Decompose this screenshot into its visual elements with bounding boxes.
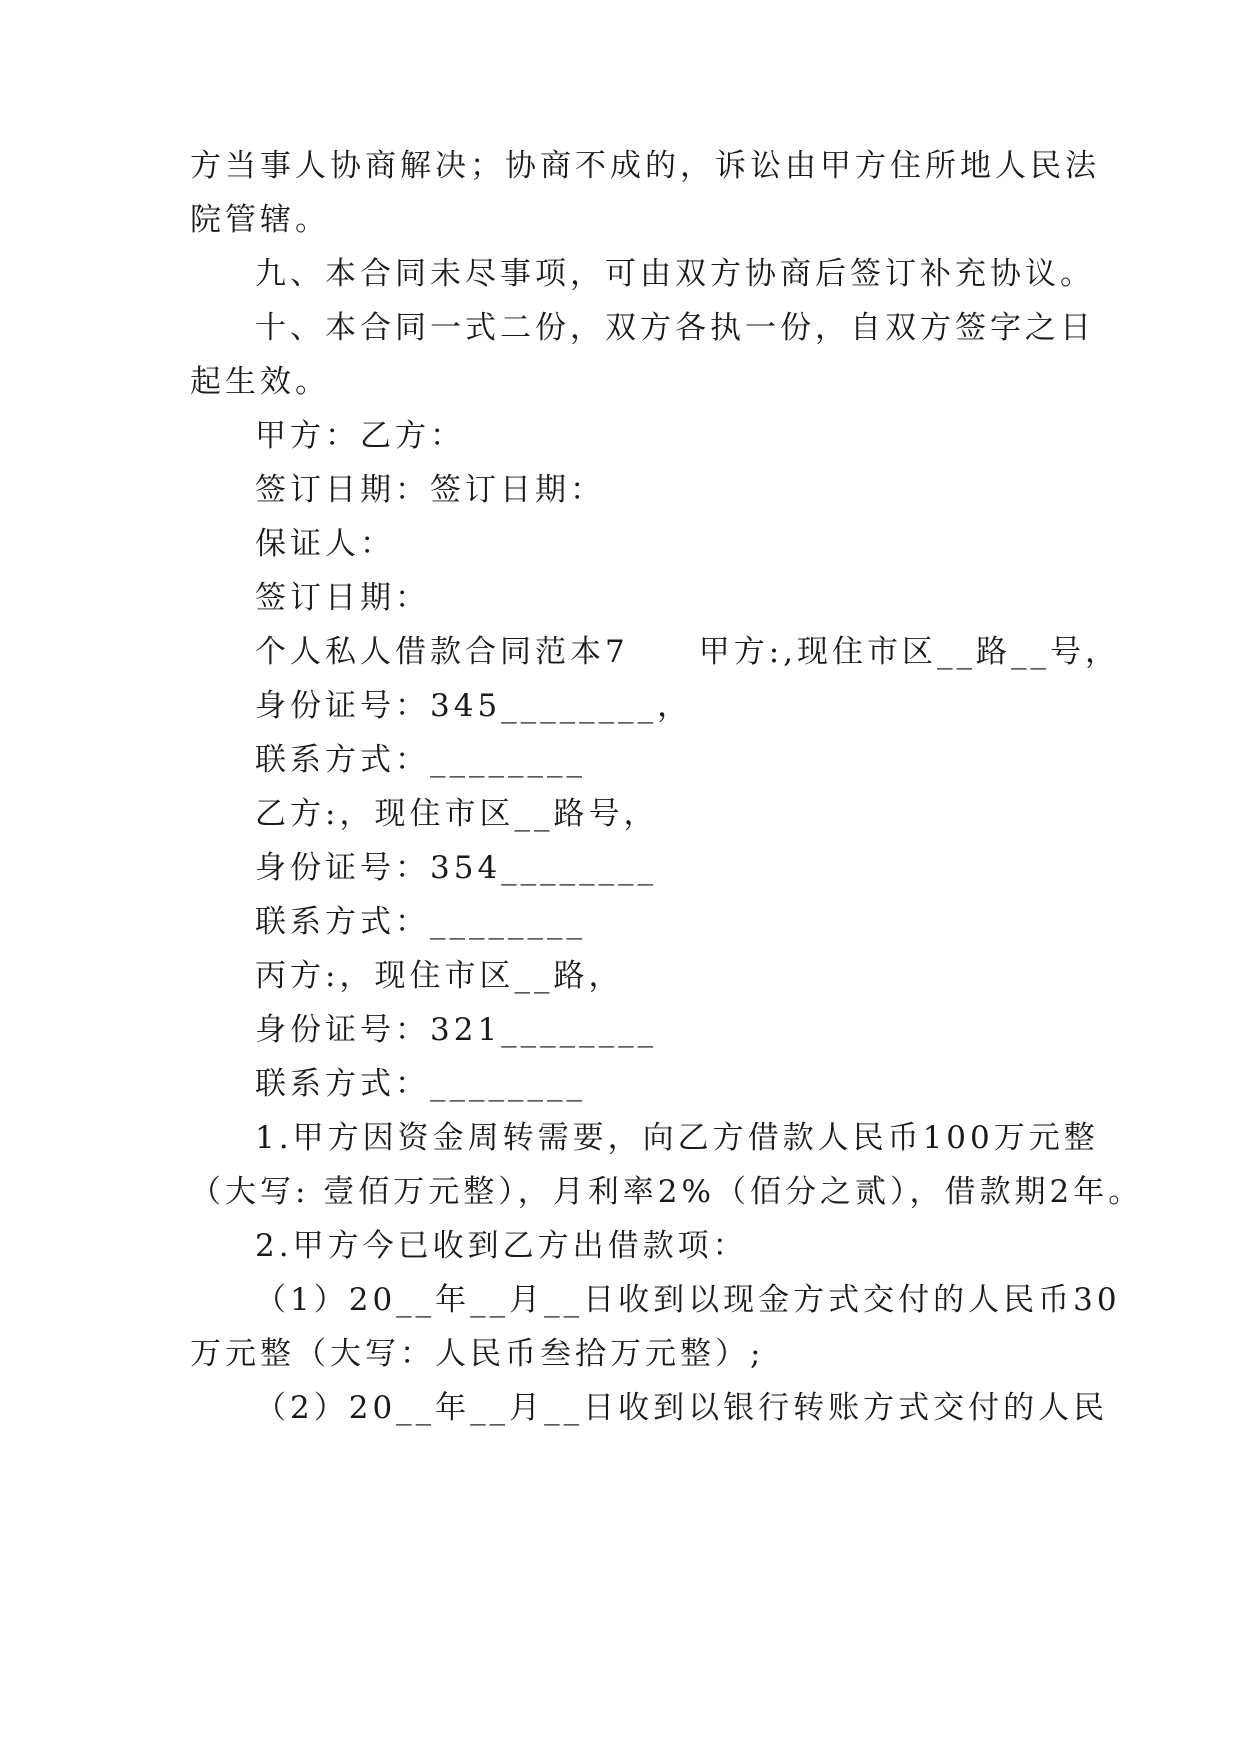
clause-two: 2.甲方今已收到乙方出借款项：	[255, 1228, 748, 1264]
signature-dates: 签订日期：签订日期：	[255, 472, 605, 508]
clause-one: 1.甲方因资金周转需要，向乙方借款人民币100万元整	[255, 1120, 1099, 1156]
party-c-address: 丙方:，现住市区__路，	[255, 958, 624, 994]
guarantor-date: 签订日期：	[255, 580, 430, 616]
text-line: 院管辖。	[190, 202, 330, 238]
party-a-contact: 联系方式：________	[255, 742, 586, 778]
party-b-address: 乙方:，现住市区__路号，	[255, 796, 659, 832]
clause-two-item-2: （2）20__年__月__日收到以银行转账方式交付的人民	[255, 1390, 1109, 1426]
party-c-id: 身份证号：321________	[255, 1012, 658, 1048]
signature-parties: 甲方：乙方：	[255, 418, 465, 454]
guarantor-label: 保证人：	[255, 526, 395, 562]
text-line: 起生效。	[190, 364, 330, 400]
clause-one-cont: （大写: 壹佰万元整），月利率2%（佰分之贰），借款期2年。	[190, 1174, 1144, 1210]
party-c-contact: 联系方式：________	[255, 1066, 586, 1102]
contract-title-line: 个人私人借款合同范本7 甲方:,现住市区__路__号，	[255, 634, 1121, 670]
clause-two-item-1: （1）20__年__月__日收到以现金方式交付的人民币30	[255, 1282, 1121, 1318]
clause-two-item-1-cont: 万元整（大写：人民币叁拾万元整）;	[190, 1336, 765, 1372]
text-line: 方当事人协商解决；协商不成的，诉讼由甲方住所地人民法	[190, 148, 1100, 184]
clause-ten: 十、本合同一式二份，双方各执一份，自双方签字之日	[255, 310, 1095, 346]
party-a-id: 身份证号：345________，	[255, 688, 693, 724]
party-b-contact: 联系方式：________	[255, 904, 586, 940]
party-b-id: 身份证号：354________	[255, 850, 658, 886]
clause-nine: 九、本合同未尽事项，可由双方协商后签订补充协议。	[255, 256, 1095, 292]
